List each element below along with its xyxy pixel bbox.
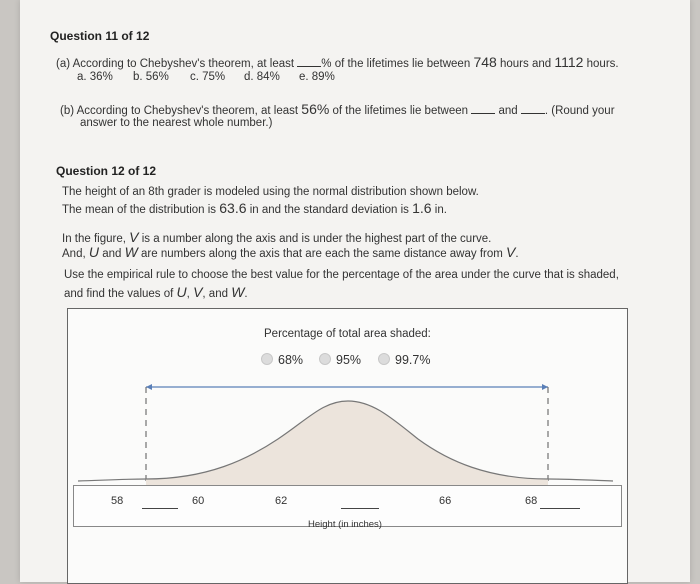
q11-part-a-mid: hours and: [500, 58, 552, 70]
q11-choice-a[interactable]: a. 36%: [77, 71, 113, 83]
q12-var-w: W: [124, 244, 138, 260]
q11-choice-d[interactable]: d. 84%: [244, 71, 280, 83]
tick-62: 62: [275, 495, 288, 507]
q11-part-a-blank[interactable]: [297, 66, 321, 67]
q12-var-v-2: V: [506, 244, 516, 260]
v-answer-blank[interactable]: [341, 508, 379, 509]
q12-p3-u: U: [176, 284, 187, 300]
q12-p3-w: W: [231, 284, 245, 300]
q11-part-b-text: [60, 101, 615, 117]
option-99-7-label: 99.7%: [395, 353, 431, 367]
q12-paragraph-3-line-2: [64, 284, 248, 300]
tick-58: 58: [111, 495, 124, 507]
q11-part-a-end: hours.: [586, 58, 619, 70]
q12-paragraph-2-line-2: And, U and W are numbers along the axis that are each the same distance away from V.: [62, 244, 519, 260]
tick-60: 60: [192, 495, 205, 507]
q12-p2-and: And,: [62, 248, 86, 260]
q11-part-b-round: . (Round your: [544, 105, 615, 117]
tick-66: 66: [439, 495, 452, 507]
q12-paragraph-3-line-1: Use the empirical rule to choose the best value for the percentage of the area under the curve that is shaded,: [64, 269, 619, 281]
q12-var-u: U: [88, 244, 99, 260]
normal-distribution-figure: [67, 308, 628, 584]
q11-part-b-line2: answer to the nearest whole number.): [80, 117, 273, 129]
q11-part-b-blank-2[interactable]: [521, 113, 545, 114]
shaded-area-title: Percentage of total area shaded:: [264, 328, 431, 340]
arrow-right-icon: [542, 384, 548, 390]
q12-mean-pre: The mean of the distribution is: [62, 204, 217, 216]
q12-p3-pre: and find the values of: [64, 288, 174, 300]
q11-choice-c[interactable]: c. 75%: [190, 71, 226, 83]
q11-part-b-post: of the lifetimes lie between: [332, 105, 469, 117]
q12-mean-value: 63.6: [219, 200, 247, 216]
q12-paragraph-2-line-1: [62, 229, 491, 245]
q12-p3-comma: ,: [186, 288, 190, 300]
q11-part-a-post: % of the lifetimes lie between: [321, 58, 471, 70]
q12-var-v: V: [129, 229, 139, 245]
q12-sd-unit: in.: [434, 204, 447, 216]
question-11-heading: Question 11 of 12: [50, 29, 150, 43]
q11-part-a-pre: (a) According to Chebyshev's theorem, at least: [56, 58, 295, 70]
q12-p3-period: .: [244, 288, 248, 300]
u-answer-blank[interactable]: [142, 508, 178, 509]
arrow-left-icon: [146, 384, 152, 390]
q12-sd-pre: in and the standard deviation is: [249, 204, 409, 216]
q12-sd-value: 1.6: [412, 200, 432, 216]
tick-68: 68: [525, 495, 538, 507]
option-95-label: 95%: [336, 353, 362, 367]
w-answer-blank[interactable]: [540, 508, 580, 509]
q11-part-b-pct: 56%: [301, 101, 330, 117]
q11-choice-e[interactable]: e. 89%: [299, 71, 335, 83]
q11-part-b-blank-1[interactable]: [471, 113, 495, 114]
bell-curve-graphic: [68, 309, 627, 583]
q11-part-a-text: [56, 54, 619, 70]
question-12-heading: Question 12 of 12: [56, 164, 157, 178]
q11-part-b-and: and: [498, 105, 518, 117]
option-68-label: 68%: [278, 353, 304, 367]
q12-paragraph-1-line-1: The height of an 8th grader is modeled using the normal distribution shown below.: [62, 186, 479, 198]
q11-value-2: 1112: [554, 54, 584, 70]
q12-paragraph-1-line-2: [62, 200, 447, 216]
q11-value-1: 748: [473, 54, 497, 70]
q12-p2-post2: are numbers along the axis that are each the same distance away from: [141, 248, 503, 260]
q11-choice-b[interactable]: b. 56%: [133, 71, 169, 83]
q12-p2-post: is a number along the axis and is under the highest part of the curve.: [141, 233, 492, 245]
q12-p3-v: V: [193, 284, 203, 300]
q11-part-b-pre: (b) According to Chebyshev's theorem, at least: [60, 105, 299, 117]
q12-p3-and: , and: [202, 288, 228, 300]
q12-p2-pre: In the figure,: [62, 233, 126, 245]
q12-p2-mid: and: [102, 248, 122, 260]
x-axis-label: Height (in inches): [308, 519, 382, 530]
